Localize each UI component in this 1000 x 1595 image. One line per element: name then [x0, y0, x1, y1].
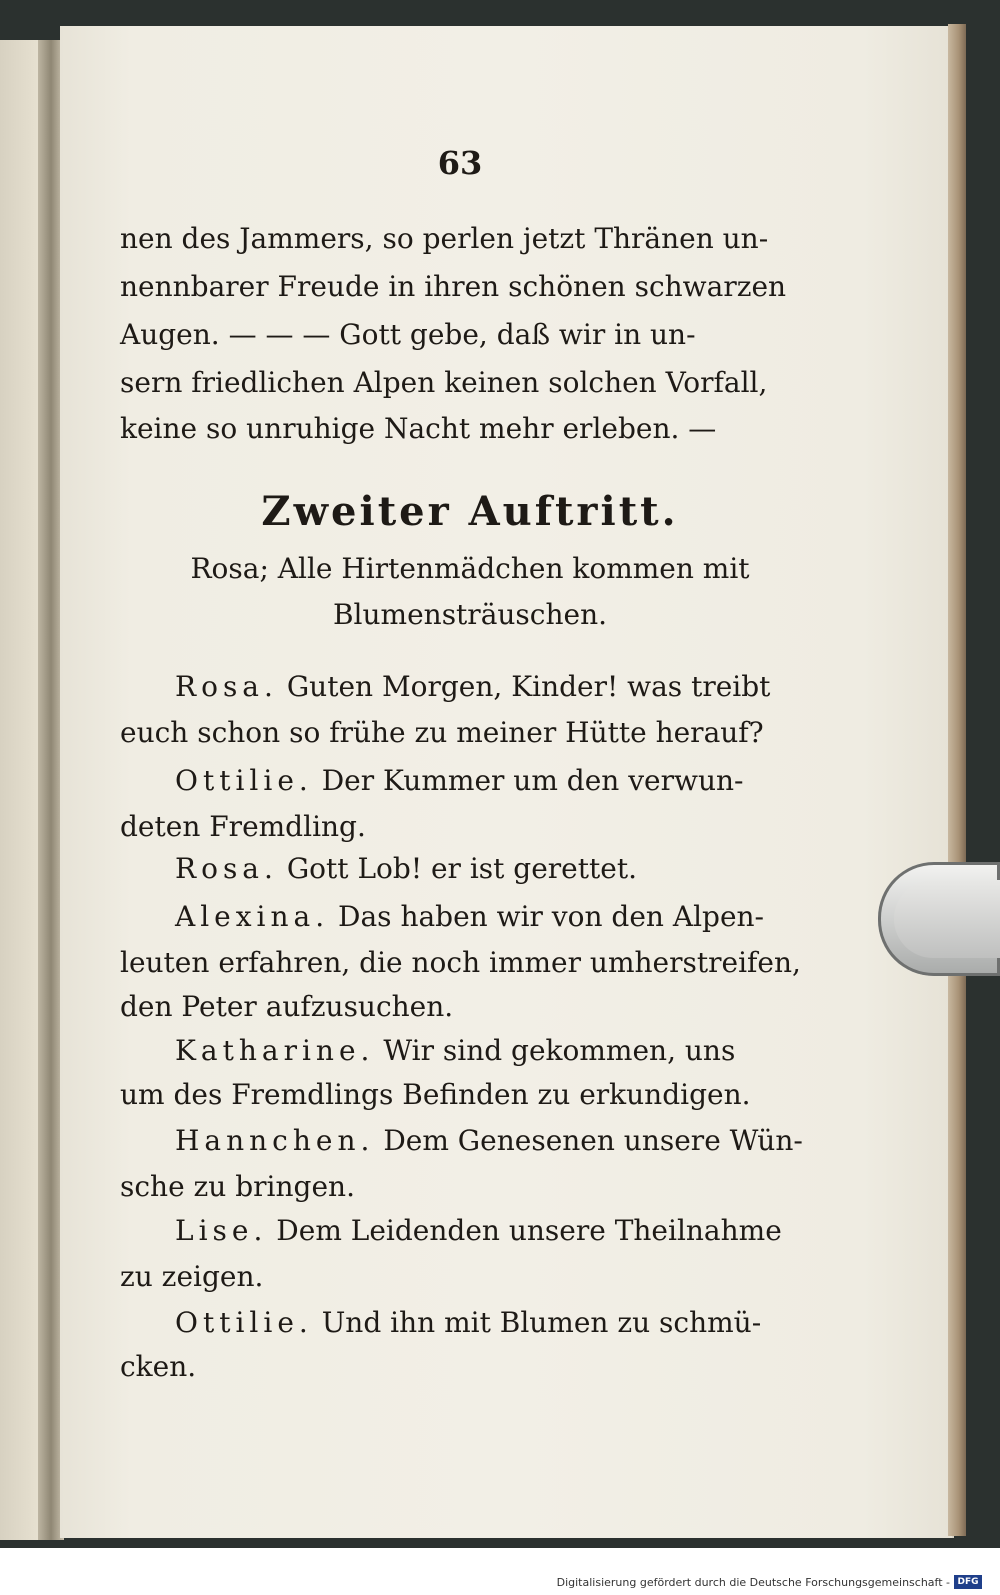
- dialogue-line: [175, 764, 743, 797]
- dialogue-text: Dem Genesenen unsere Wün-: [383, 1124, 803, 1157]
- page-edge: [948, 24, 966, 1536]
- dialogue-text: Und ihn mit Blumen zu schmü-: [321, 1306, 762, 1339]
- dialogue-line: cken.: [120, 1350, 197, 1383]
- text-line: nen des Jammers, so perlen jetzt Thränen un-: [120, 222, 769, 255]
- dialogue-line: [175, 852, 637, 885]
- speaker-name: Ottilie.: [175, 764, 313, 797]
- dialogue-line: den Peter aufzusuchen.: [120, 990, 454, 1023]
- dialogue-line: deten Fremdling.: [120, 810, 366, 843]
- text-line: nennbarer Freude in ihren schönen schwarzen: [120, 270, 787, 303]
- page-clip-inner: [894, 880, 1000, 958]
- text-line: keine so unruhige Nacht mehr erleben. —: [120, 412, 717, 445]
- text-line: sern friedlichen Alpen keinen solchen Vorfall,: [120, 366, 768, 399]
- page-number: 63: [437, 144, 483, 182]
- speaker-name: Lise.: [175, 1214, 268, 1247]
- scene-heading: Zweiter Auftritt.: [261, 488, 679, 535]
- speaker-name: Ottilie.: [175, 1306, 313, 1339]
- stage-direction: Rosa; Alle Hirtenmädchen kommen mit: [190, 552, 750, 585]
- dialogue-text: Guten Morgen, Kinder! was treibt: [286, 670, 771, 703]
- dfg-logo: DFG: [954, 1575, 982, 1589]
- dialogue-line: [175, 670, 770, 703]
- speaker-name: Katharine.: [175, 1034, 375, 1067]
- text-line: Augen. — — — Gott gebe, daß wir in un-: [120, 318, 696, 351]
- dialogue-line: zu zeigen.: [120, 1260, 264, 1293]
- dialogue-text: Das haben wir von den Alpen-: [338, 900, 765, 933]
- dialogue-line: [175, 1124, 803, 1157]
- dialogue-text: Gott Lob! er ist gerettet.: [286, 852, 637, 885]
- dialogue-line: [175, 1306, 761, 1339]
- dialogue-line: leuten erfahren, die noch immer umherstreifen,: [120, 946, 801, 979]
- dialogue-line: sche zu bringen.: [120, 1170, 355, 1203]
- dialogue-line: um des Fremdlings Befinden zu erkundigen.: [120, 1078, 751, 1111]
- dialogue-line: [175, 1034, 735, 1067]
- dialogue-text: Der Kummer um den verwun-: [321, 764, 744, 797]
- speaker-name: Alexina.: [175, 900, 330, 933]
- speaker-name: Hannchen.: [175, 1124, 375, 1157]
- footer-credit: Digitalisierung gefördert durch die Deutsche Forschungsgemeinschaft -: [556, 1576, 950, 1589]
- dialogue-line: [175, 1214, 782, 1247]
- dialogue-line: [175, 900, 764, 933]
- dialogue-text: Wir sind gekommen, uns: [383, 1034, 736, 1067]
- speaker-name: Rosa.: [175, 670, 278, 703]
- dialogue-text: Dem Leidenden unsere Theilnahme: [276, 1214, 782, 1247]
- stage-direction: Blumensträuschen.: [332, 598, 608, 631]
- speaker-name: Rosa.: [175, 852, 278, 885]
- dialogue-line: euch schon so frühe zu meiner Hütte herauf?: [120, 716, 764, 749]
